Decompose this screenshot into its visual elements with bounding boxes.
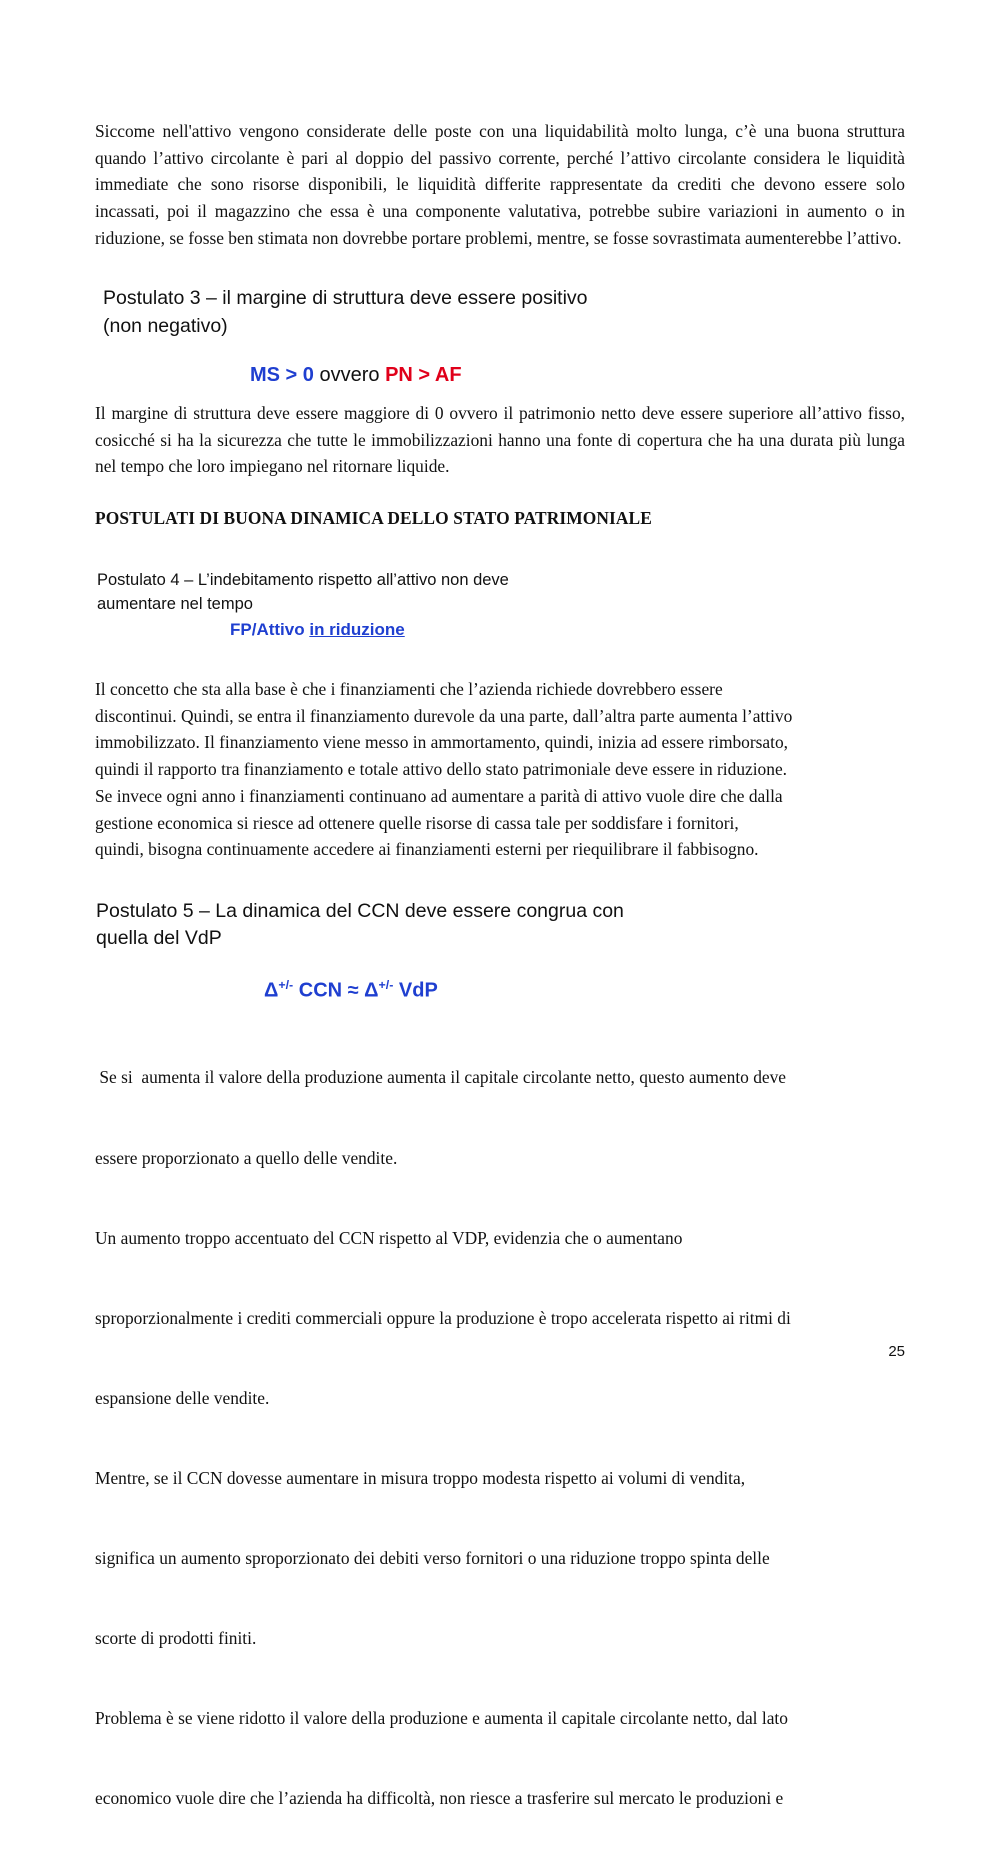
postulato-3-title-line1: Postulato 3 – il margine di struttura deve essere positivo [103,287,588,309]
formula-ms: MS > 0 [250,364,314,386]
postulato-5-title-line2: quella del VdP [96,927,222,949]
text-line: sproporzionalmente i crediti commerciali oppure la produzione è tropo accelerata rispetto ai ritmi di [95,1307,791,1328]
text-line: gestione economica si riesce ad ottenere quelle risorse di cassa tale per soddisfare i fornitori, [95,812,739,833]
postulato-4-title [97,568,509,616]
text-line: significa un aumento sproporzionato dei debiti verso fornitori o una riduzione troppo spinta delle [95,1548,770,1569]
formula-delta-1: Δ [264,979,279,1002]
text-line: scorte di prodotti finiti. [95,1628,257,1649]
text-line: Se si aumenta il valore della produzione aumenta il capitale circolante netto, questo aumento deve [95,1067,787,1088]
paragraph-finanziamenti [95,676,905,863]
text-line: immobilizzato. Il finanziamento viene messo in ammortamento, quindi, inizia ad essere rimborsato, [95,732,789,753]
paragraph-liquidita: Siccome nell'attivo vengono considerate delle poste con una liquidabilità molto lunga, c’è una buona struttura quando l’attivo circolante è pari al doppio del passivo corrente, perché l’attivo circolante considera le liquidità immediate che sono risorse disponibili, le liquidità differite rappresentate da crediti che devono essere solo incassati, poi il magazzino che essa è una componente valutativa, potrebbe subire variazioni in aumento o in riduzione, se fosse ben stimata non dovrebbe portare problemi, mentre, se fosse sovrastimata aumenterebbe l’attivo. [95,121,905,248]
page-number: 25 [888,1343,905,1360]
section-heading: POSTULATI DI BUONA DINAMICA DELLO STATO PATRIMONIALE [95,508,652,528]
postulato-5-title-line1: Postulato 5 – La dinamica del CCN deve essere congrua con [96,900,624,922]
formula-ovvero: ovvero [313,364,386,386]
text-line: quindi il rapporto tra finanziamento e totale attivo dello stato patrimoniale deve essere in riduzione. [95,759,788,780]
text-line: quindi, bisogna continuamente accedere ai finanziamenti esterni per riequilibrare il fabbisogno. [95,839,759,860]
formula-fp-attivo: FP/Attivo [230,620,310,639]
text-line: Problema è se viene ridotto il valore della produzione e aumenta il capitale circolante netto, dal lato [95,1708,788,1729]
formula-sup-2: +/- [378,978,394,992]
text-line: economico vuole dire che l’azienda ha difficoltà, non riesce a trasferire sul mercato le produzioni e [95,1788,784,1809]
postulato-3-title-line2: (non negativo) [103,315,228,337]
text-line: Se invece ogni anno i finanziamenti continuano ad aumentare a parità di attivo vuole dire che dalla [95,785,783,806]
text-line: espansione delle vendite. [95,1387,270,1408]
formula-vdp: VdP [393,979,438,1002]
paragraph-margine-struttura: Il margine di struttura deve essere maggiore di 0 ovvero il patrimonio netto deve essere superiore all’attivo fisso, cosicché si ha la sicurezza che tutte le immobilizzazioni hanno una fonte di copertura che ha una durata più lunga nel tempo che loro impiegano nel ritornare liquide. [95,403,905,477]
text-line: Il concetto che sta alla base è che i finanziamenti che l’azienda richiede dovrebbero essere [95,679,723,699]
formula-delta-2: Δ [364,979,379,1002]
formula-in-riduzione: in riduzione [309,620,405,639]
postulato-5-title [96,898,624,952]
postulato-5-formula [264,978,438,1002]
formula-sup-1: +/- [278,978,294,992]
text-line: discontinui. Quindi, se entra il finanziamento durevole da una parte, dall’altra parte aumenta l’attivo [95,705,793,726]
paragraph-ccn-vdp [95,1011,905,1866]
formula-pn-af: PN > AF [385,364,462,386]
text-line: Un aumento troppo accentuato del CCN rispetto al VDP, evidenzia che o aumentano [95,1227,683,1248]
postulato-4-title-line2: aumentare nel tempo [97,595,253,613]
postulato-3-title [103,284,588,340]
postulato-3-formula [250,364,462,387]
text-line: essere proporzionato a quello delle vendite. [95,1147,398,1168]
text-line: Mentre, se il CCN dovesse aumentare in misura troppo modesta rispetto ai volumi di vendita, [95,1467,746,1488]
postulato-4-title-line1: Postulato 4 – L’indebitamento rispetto all’attivo non deve [97,571,509,589]
formula-ccn: CCN ≈ [293,979,365,1002]
postulato-4-formula [230,620,405,640]
